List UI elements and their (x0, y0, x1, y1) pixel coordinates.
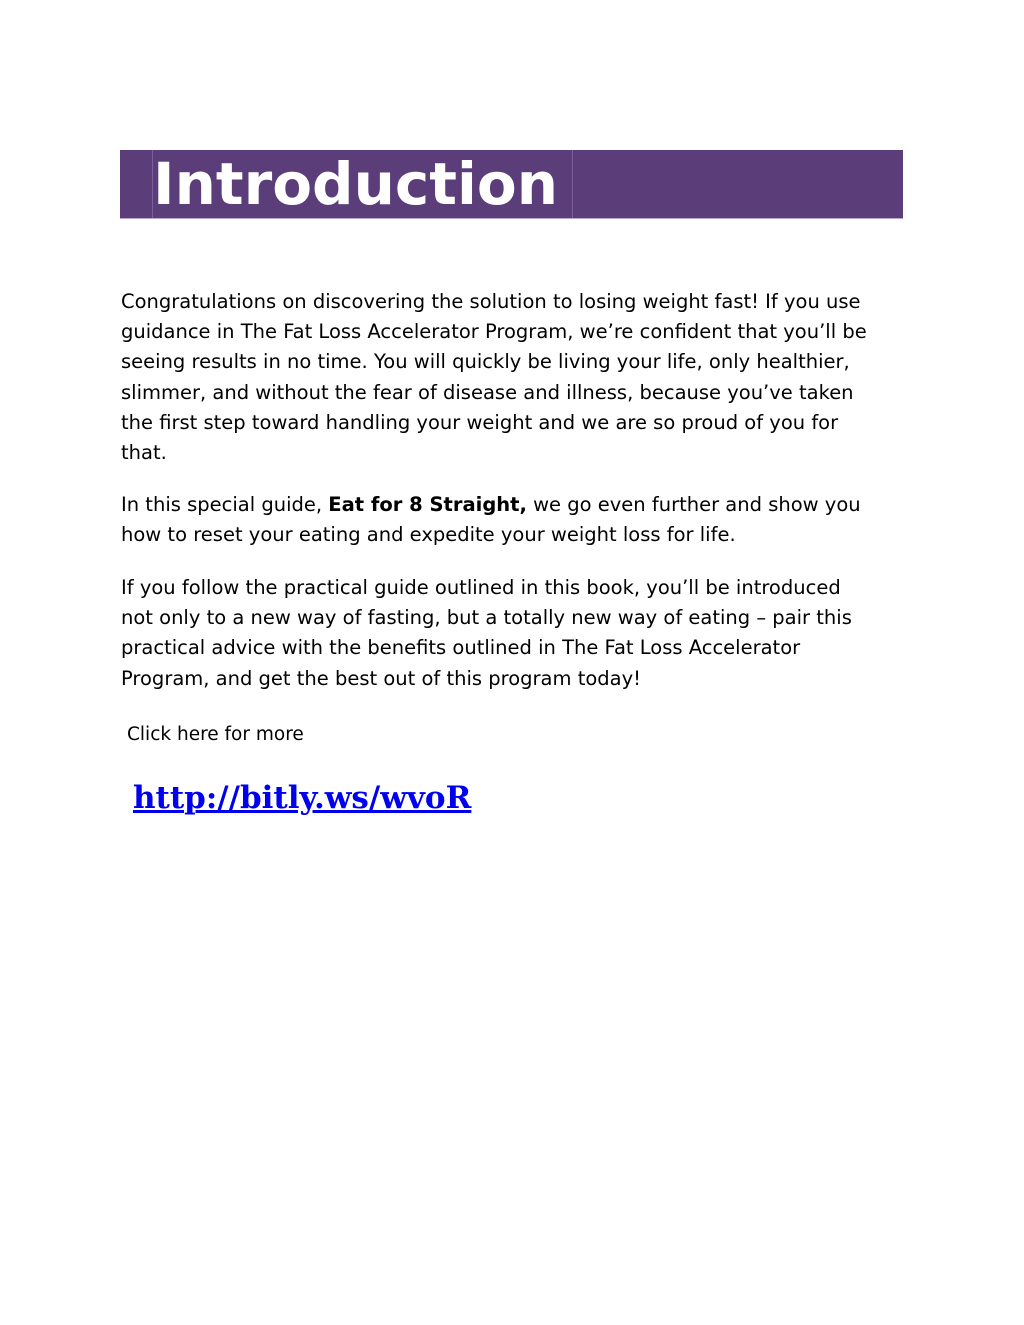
text: we go even further and show you (526, 493, 861, 516)
text-line: how to reset your eating and expedite your weight loss for life. (121, 523, 736, 547)
text-line: practical advice with the benefits outlined in The Fat Loss Accelerator (121, 636, 801, 660)
follow-paragraph (121, 573, 911, 694)
text-line: guidance in The Fat Loss Accelerator Program, we’re confident that you’ll be (121, 320, 867, 344)
click-here-text: Click here for more (127, 724, 304, 745)
text-line: the first step toward handling your weight and we are so proud of you for (121, 410, 839, 434)
guide-title: Eat for 8 Straight, (328, 493, 527, 516)
text-line: slimmer, and without the fear of disease and illness, because you’ve taken (121, 380, 854, 404)
intro-paragraph (121, 287, 911, 468)
text-line: Program, and get the best out of this program today! (121, 666, 641, 690)
text-line: If you follow the practical guide outlined in this book, you’ll be introduced (121, 576, 841, 599)
page-title: Introduction (153, 150, 558, 218)
text-line (121, 490, 911, 520)
text-line: seeing results in no time. You will quickly be living your life, only healthier, (121, 350, 850, 374)
text-line: that. (121, 441, 167, 465)
guide-paragraph (121, 490, 911, 550)
text-line: Congratulations on discovering the solution to losing weight fast! If you use (121, 290, 861, 313)
more-info-link[interactable]: http://bitly.ws/wvoR (133, 780, 472, 816)
text: In this special guide, (121, 493, 329, 516)
text-line: not only to a new way of fasting, but a totally new way of eating – pair this (121, 606, 852, 630)
